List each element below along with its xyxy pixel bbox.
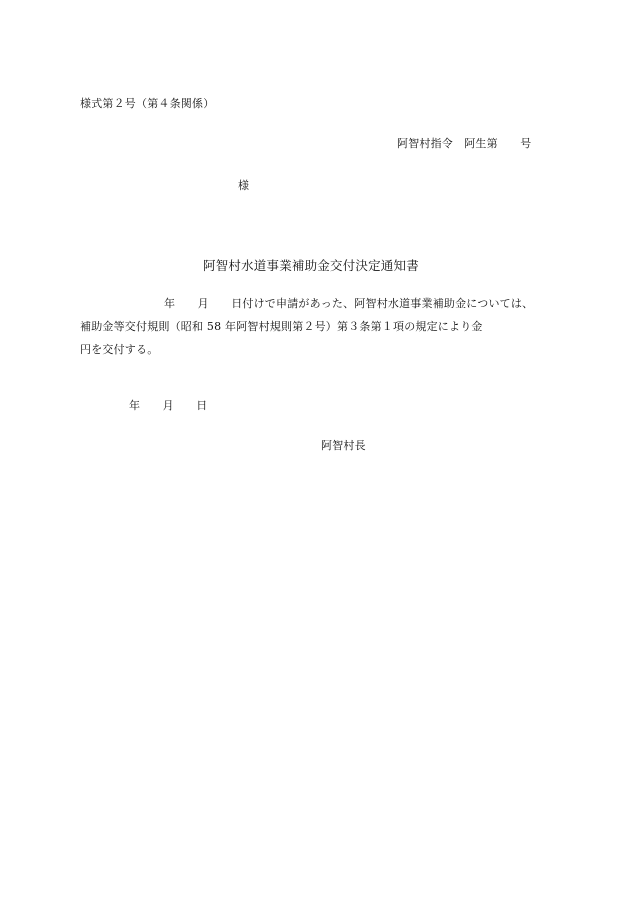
document-number: 阿智村指令 阿生第 号 [397,137,532,150]
body-text-line-1: 年 月 日付けで申請があった、阿智村水道事業補助金については、 [164,297,534,310]
body-text-line-2: 補助金等交付規則（昭和 58 年阿智村規則第２号）第３条第１項の規定により金 [80,320,483,333]
issue-date: 年 月 日 [129,399,208,412]
issuer-name: 阿智村長 [321,439,366,452]
form-number: 様式第２号（第４条関係） [80,97,215,110]
body-text-line-3: 円を交付する。 [80,343,159,356]
addressee-honorific: 様 [238,179,250,192]
document-title: 阿智村水道事業補助金交付決定通知書 [203,258,419,273]
